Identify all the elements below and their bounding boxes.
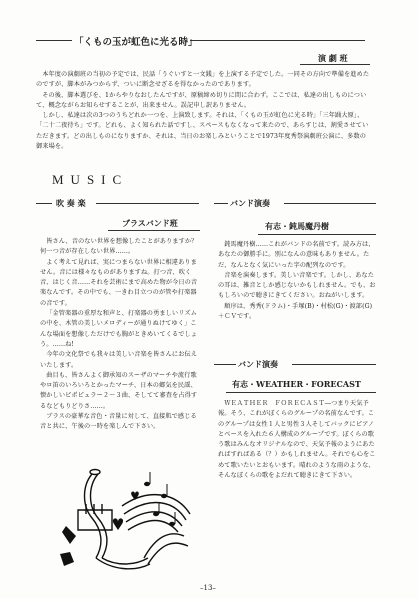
top-paragraph: 本年度の演劇班の当初の予定では、民話「うぐいすと一文銭」を上演する予定でした。一同その方向で準備を進めたのですが、脚本がみつからず、ついに断念せざるを得なかったのであります。: [36, 71, 370, 89]
top-paragraph: しかし、私達は次の3つのうちどれか一つを、上演致します。それは、「くもの玉が虹色に光る時」「三年踊大原」、「二十二夜待ち」です。どれも、よく知られた話ですし、スペースもなくなって来たので、あらすじは、割愛させていただきます。どの出しものになりますか、それは、当日のお楽しみということで1973年度秀祭演劇班公演に、多数の御来場を。: [36, 112, 369, 151]
right-top-paragraph: 音楽を演奏します。美しい音楽です。しかし、あなたの耳は、雑音としか感じないかもしれません。でも、おもしろいので聴きにきてください。おねがいします。: [218, 271, 376, 300]
donmamaniki-underline: [258, 234, 376, 235]
top-paragraph: その後、脚本選びを、1からやりなおしたんですが、原稿締め切りに間に合わず。ここでは、私達の出しものについて、概念ながらお知らせすることが、出来ません。誤記申し訳ありません。: [36, 91, 367, 109]
drama-club-underline: [300, 64, 370, 65]
left-rule-b: [96, 203, 199, 204]
right-top-paragraph: 鈍馬魔丹樹……これがバンドの名前です。読み方は、あなたの御勝手に。別になんの意味もありません。ただ、なんとなく気にいった字の配列なのです。: [218, 241, 375, 269]
right-top-body: [218, 240, 378, 322]
right-top-paragraph: 順序は、秀秀(ドラム)・手塚(B)・村松(G)・渡部(G)＋ＣＶです。: [218, 302, 373, 321]
left-paragraph: よく考えて見れば、実につまらない世界に相違ありません。音には様々なものがありますね。打つ音、吹く音、はじく音……それを芸術にまで高めた物が今日の音楽なんです。その中でも、一きわ目立つのが管や打楽器の音です。: [40, 258, 198, 307]
music-heading: MUSIC: [52, 172, 129, 187]
left-paragraph: 「金管楽器の重厚な和声と、打楽器の勇ましいリズムの中を、木管の美しいメロディーが通りぬけてゆく」こんな場面を想像しただけでも胸がときめいてくるでしょう。……ね!: [40, 310, 198, 348]
right-bottom-section-label: バンド演奏: [238, 359, 278, 369]
weather-forecast-underline: [226, 392, 376, 393]
left-paragraph: 曲目も、皆さんよく御承知のスーザのマーチや流行歌やロ笛のいろいろとかったマーチ、日本の郷気を民謡、懐かしいピポピュラー２～３曲、そしてて審査を占得するなどもりどりさ……。: [40, 371, 198, 410]
page-number: –13–: [200, 584, 216, 592]
right-bottom-body: [218, 399, 378, 481]
right-bottom-paragraph: ＷＥＡＴＨＥＲ ＦＯＲＥＣＡＳＴ―つまり天気予報。そう、これがぼくらのグループの名前なんです。このグループは女性１人と男性３人そしてバックにピアノとベースを入れた６人構成のグループです。ぼくらの歌う歌はみんなオリジナルなので、天気予報のようにあたればすればある（？）かもしれません。それでも心をこめて歌いたいとおもいます。晴れのような雨のような、そんなぼくらの歌をよだれて聴きにきて下さい。: [218, 400, 376, 480]
top-rule-left: [36, 40, 72, 41]
drama-club-label: 演 劇 班: [318, 53, 348, 63]
brass-band-underline: [108, 230, 200, 231]
left-rule-a: [36, 203, 52, 204]
brass-band-label: ブラスバンド班: [122, 218, 178, 228]
right-bottom-rule-a: [214, 364, 236, 365]
donmamaniki-label: 有志・鈍馬魔丹樹: [265, 221, 329, 231]
left-paragraph: 今年の文化祭でも我々は美しい音楽を皆さんにお伝えいたします。: [40, 351, 198, 369]
top-rule-right: [190, 40, 365, 41]
left-column-body: [40, 237, 204, 433]
top-section-body: [36, 70, 372, 152]
left-section-label: 吹 奏 楽: [56, 198, 86, 208]
right-bottom-rule-b: [292, 364, 376, 365]
right-top-rule-a: [214, 203, 228, 204]
top-section-title: 「くもの玉が虹色に光る時」: [74, 37, 198, 48]
left-paragraph: ブラスの豪華な音色・音量に対して、直接肌で感じる音と共に、午後の一時を楽しんで下さい。: [40, 413, 197, 431]
right-top-rule-b: [284, 203, 376, 204]
tuba-illustration: [52, 466, 194, 586]
weather-forecast-label: 有志・WEATHER・FORECAST: [232, 379, 361, 389]
right-top-section-label: バンド演奏: [230, 198, 270, 208]
left-paragraph: 皆さん、音のない世界を想像したことがありますか？ 何一つ音が存在しない世界……。: [40, 238, 204, 256]
